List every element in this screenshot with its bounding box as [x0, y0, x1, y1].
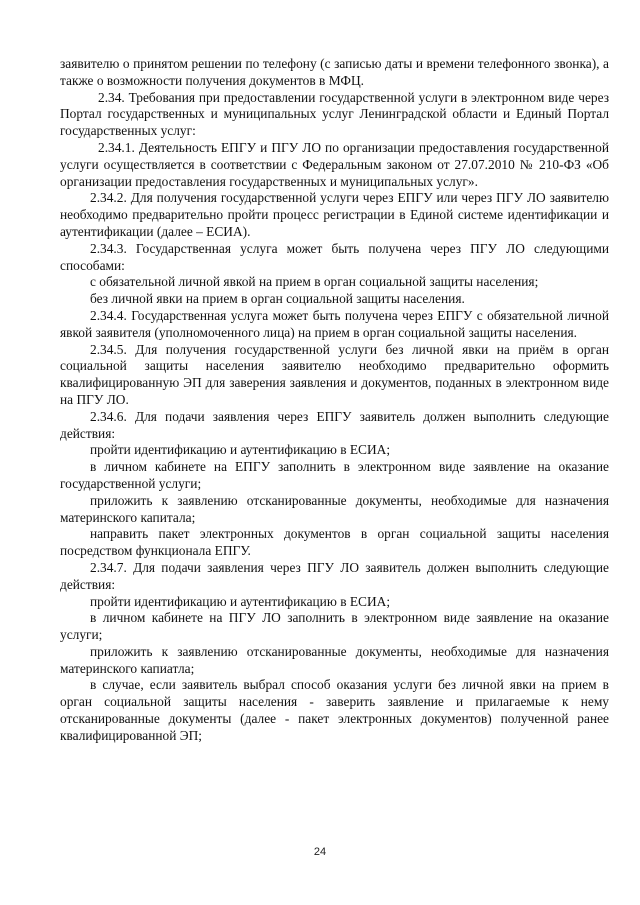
paragraph-2-34-6: 2.34.6. Для подачи заявления через ЕПГУ заявитель должен выполнить следующие действия:: [60, 408, 609, 441]
list-item: направить пакет электронных документов в орган социальной защиты населения посредством функционала ЕПГУ.: [60, 526, 609, 559]
list-item: приложить к заявлению отсканированные документы, необходимые для назначения материнского капиатла;: [60, 643, 609, 676]
paragraph-2-34-5: 2.34.5. Для получения государственной услуги без личной явки на приём в орган социальной защиты населения заявителю необходимо предварительно оформить квалифицированную ЭП для заверения заявления и документов, поданных в электронном виде на ПГУ ЛО.: [60, 341, 609, 407]
paragraph-2-34-1: 2.34.1. Деятельность ЕПГУ и ПГУ ЛО по организации предоставления государственной услуги осуществляется в соответствии с Федеральным законом от 27.07.2010 № 210-ФЗ «Об организации предоставления государственных и муниципальных услуг».: [60, 139, 609, 189]
paragraph-2-34-7: 2.34.7. Для подачи заявления через ПГУ ЛО заявитель должен выполнить следующие действия:: [60, 559, 609, 592]
list-item: в личном кабинете на ЕПГУ заполнить в электронном виде заявление на оказание государственной услуги;: [60, 459, 609, 491]
list-item: с обязательной личной явкой на прием в орган социальной защиты населения;: [90, 274, 539, 290]
paragraph-2-34: 2.34. Требования при предоставлении государственной услуги в электронном виде через Портал государственных и муниципальных услуг Ленинградской области и Единый Портал государственных услуг:: [60, 89, 609, 139]
list-item: пройти идентификацию и аутентификацию в ЕСИА;: [90, 593, 391, 609]
paragraph-2-34-3: 2.34.3. Государственная услуга может быть получена через ПГУ ЛО следующими способами:: [60, 240, 609, 273]
list-item: без личной явки на прием в орган социальной защиты населения.: [90, 291, 465, 307]
list-item: в личном кабинете на ПГУ ЛО заполнить в электронном виде заявление на оказание услуги;: [60, 610, 609, 643]
page-number: 24: [313, 846, 327, 858]
paragraph-2-34-2: 2.34.2. Для получения государственной услуги через ЕПГУ или через ПГУ ЛО заявителю необходимо предварительно пройти процесс регистрации в Единой системе идентификации и аутентификации (далее – ЕСИА).: [60, 190, 609, 239]
list-item: пройти идентификацию и аутентификацию в ЕСИА;: [90, 442, 391, 458]
paragraph-continuation: заявителю о принятом решении по телефону (с записью даты и времени телефонного звонка), а также о возможности получения документов в МФЦ.: [60, 56, 609, 88]
document-body: [60, 56, 609, 745]
list-item: приложить к заявлению отсканированные документы, необходимые для назначения материнского капитала;: [60, 492, 609, 525]
list-item: в случае, если заявитель выбрал способ оказания услуги без личной явки на прием в орган социальной защиты населения - заверить заявление и прилагаемые к нему отсканированные документы (далее - пакет электронных документов) полученной ранее квалифицированной ЭП;: [60, 677, 609, 743]
paragraph-2-34-4: 2.34.4. Государственная услуга может быть получена через ЕПГУ с обязательной личной явкой заявителя (уполномоченного лица) на прием в орган социальной защиты населения.: [60, 307, 609, 340]
